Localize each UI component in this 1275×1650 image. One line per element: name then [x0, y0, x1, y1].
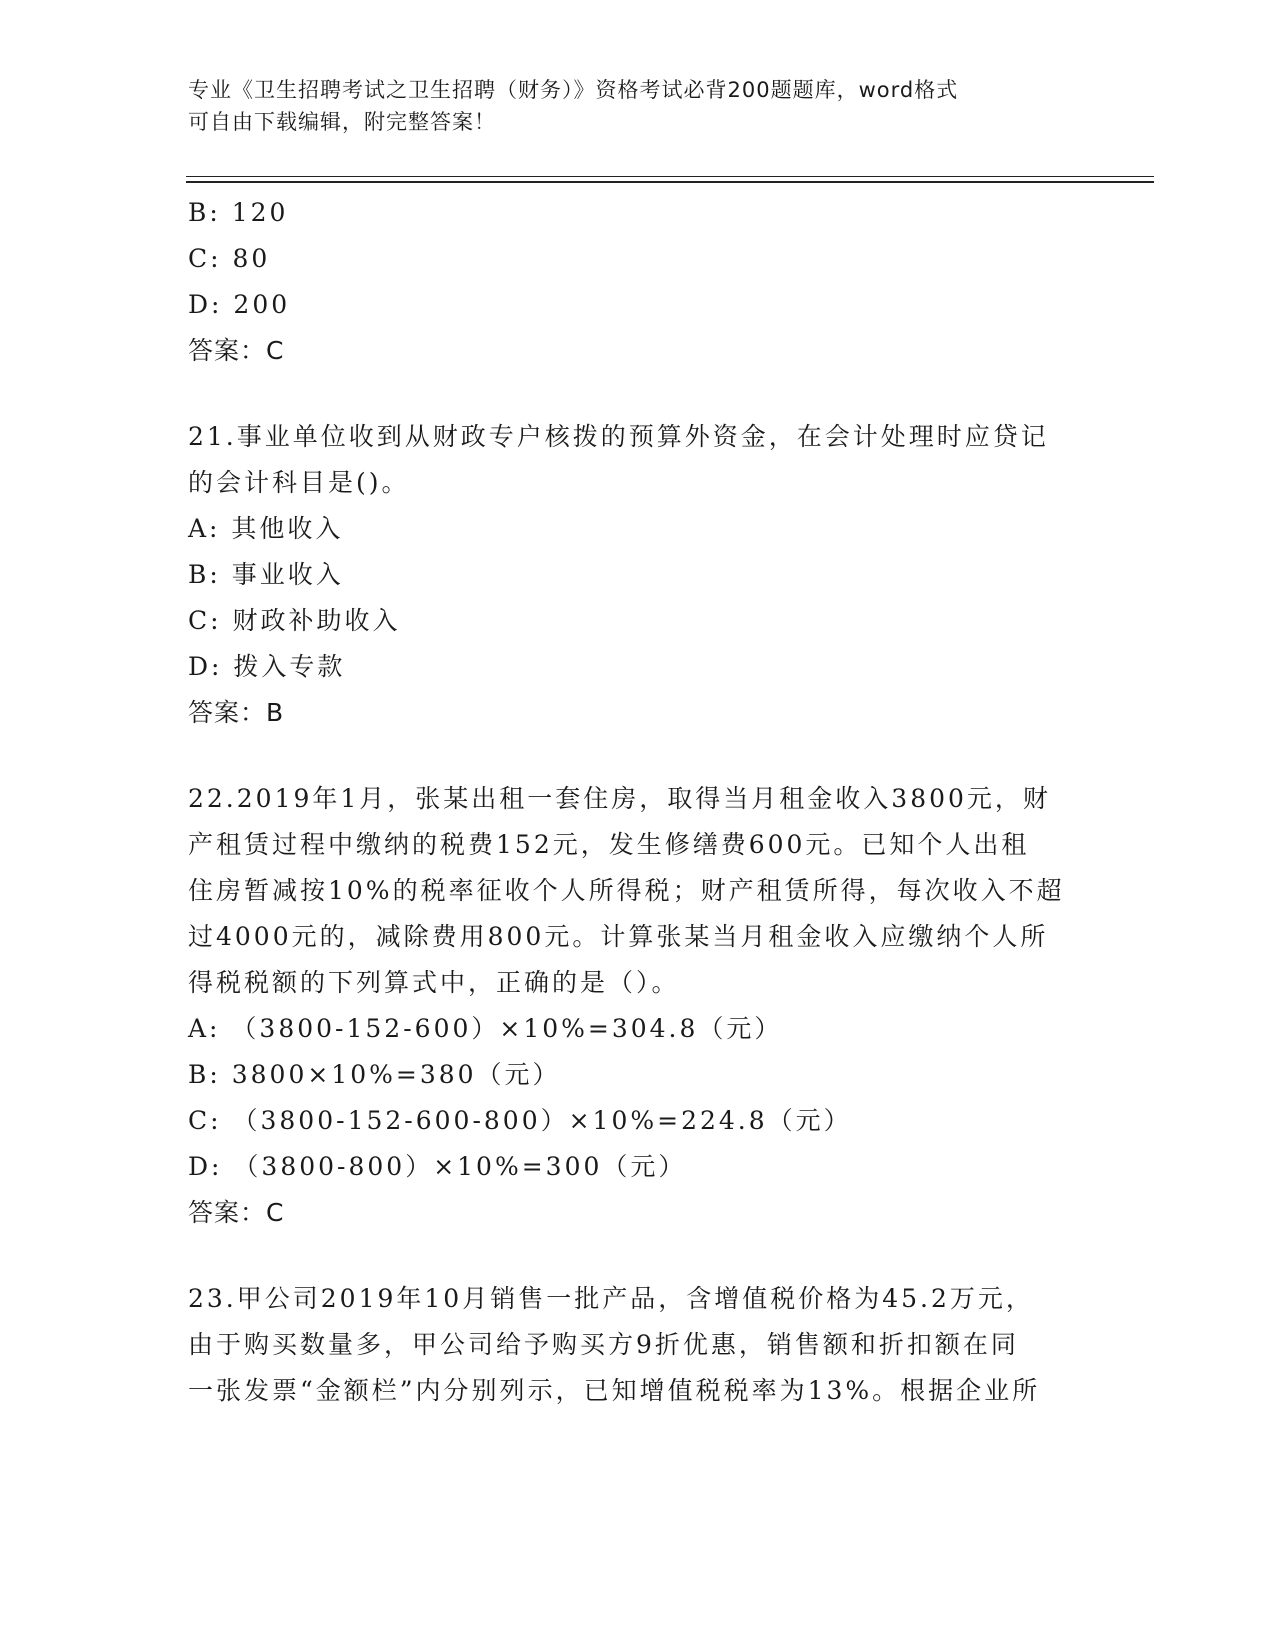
question-text-line: 得税税额的下列算式中，正确的是（）。: [188, 968, 680, 997]
option-b: B: 事业收入: [188, 560, 344, 589]
document-body: [188, 190, 1088, 1414]
question-text-line: 22.2019年1月，张某出租一套住房，取得当月租金收入3800元，财: [188, 784, 1051, 813]
question-21: [188, 414, 1088, 736]
header-rule-thin: [186, 176, 1154, 177]
question-text-line: 23.甲公司2019年10月销售一批产品，含增值税价格为45.2万元，: [188, 1284, 1034, 1313]
question-text-line: 过4000元的，减除费用800元。计算张某当月租金收入应缴纳个人所: [188, 922, 1049, 951]
answer: 答案：C: [188, 1198, 285, 1227]
option-a: A: 其他收入: [188, 514, 344, 543]
option-a: A: （3800-152-600）×10%=304.8（元）: [188, 1014, 783, 1043]
option-c: C: 财政补助收入: [188, 606, 401, 635]
option-c: C: （3800-152-600-800）×10%=224.8（元）: [188, 1106, 852, 1135]
answer: 答案：C: [188, 336, 285, 365]
question-text-line: 的会计科目是()。: [188, 468, 410, 497]
answer: 答案：B: [188, 698, 285, 727]
question-text-line: 由于购买数量多，甲公司给予购买方9折优惠，销售额和折扣额在同: [188, 1330, 1019, 1359]
header-line-1: 专业《卫生招聘考试之卫生招聘（财务）》资格考试必背200题题库，word格式: [188, 78, 959, 102]
option-c: C: 80: [188, 244, 271, 273]
question-20-tail: [188, 190, 1088, 374]
option-d: D: 拨入专款: [188, 652, 346, 681]
question-22: [188, 776, 1088, 1236]
question-text-line: 产租赁过程中缴纳的税费152元，发生修缮费600元。已知个人出租: [188, 830, 1030, 859]
header-line-2: 可自由下载编辑，附完整答案！: [188, 110, 496, 134]
question-text-line: 住房暂减按10%的税率征收个人所得税；财产租赁所得，每次收入不超: [188, 876, 1065, 905]
option-d: D: 200: [188, 290, 291, 319]
document-header: [188, 74, 1068, 138]
question-text-line: 一张发票“金额栏”内分别列示，已知增值税税率为13%。根据企业所: [188, 1376, 1041, 1405]
question-23: [188, 1276, 1088, 1414]
option-b: B: 120: [188, 198, 289, 227]
option-d: D: （3800-800）×10%=300（元）: [188, 1152, 687, 1181]
header-rule-thick: [186, 181, 1154, 183]
question-text-line: 21.事业单位收到从财政专户核拨的预算外资金，在会计处理时应贷记: [188, 422, 1049, 451]
option-b: B: 3800×10%=380（元）: [188, 1060, 561, 1089]
